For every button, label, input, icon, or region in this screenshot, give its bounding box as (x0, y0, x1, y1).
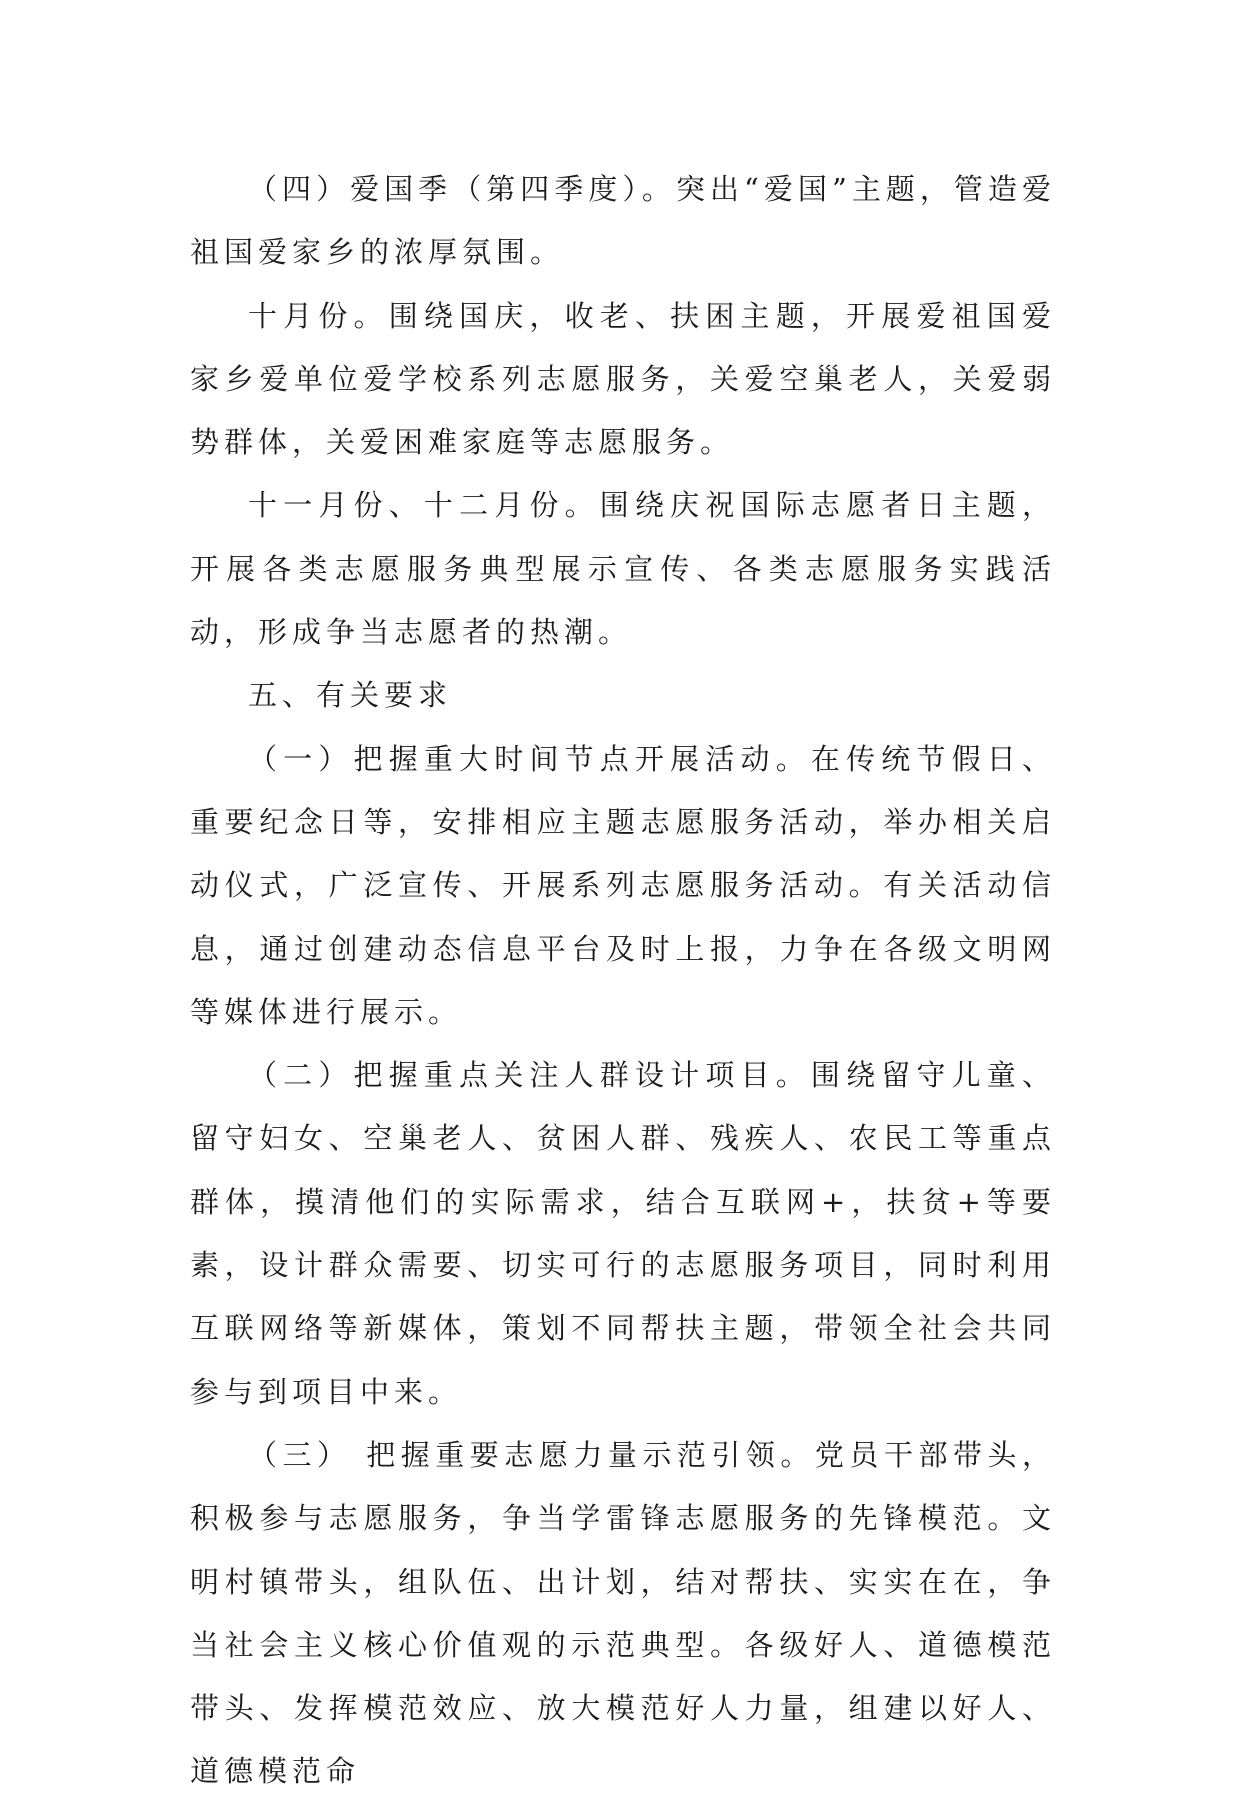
paragraph-patriotic-season: （四）爱国季（第四季度）。突出“爱国”主题，管造爱祖国爱家乡的浓厚氛围。 (190, 172, 1056, 270)
paragraph-requirement-3: （三） 把握重要志愿力量示范引领。党员干部带头，积极参与志愿服务，争当学雷锋志愿服务的先锋模范。文明村镇带头，组队伍、出计划，结对帮扶、实实在在，争当社会主义核心价值观的示范典型。各级好人、道德模范带头、发挥模范效应、放大模范好人力量，组建以好人、道德模范命 (190, 1437, 1056, 1789)
paragraph-requirement-1: （一）把握重大时间节点开展活动。在传统节假日、重要纪念日等，安排相应主题志愿服务活动，举办相关启动仪式，广泛宣传、开展系列志愿服务活动。有关活动信息，通过创建动态信息平台及时上报，力争在各级文明网等媒体进行展示。 (190, 741, 1056, 1029)
paragraph-october: 十月份。围绕国庆，收老、扶困主题，开展爱祖国爱家乡爱单位爱学校系列志愿服务，关爱空巢老人，关爱弱势群体，关爱困难家庭等志愿服务。 (190, 298, 1056, 460)
document-page (190, 158, 1056, 1804)
paragraph-requirement-2: （二）把握重点关注人群设计项目。围绕留守儿童、留守妇女、空巢老人、贫困人群、残疾人、农民工等重点群体，摸清他们的实际需求，结合互联网+，扶贫+等要素，设计群众需要、切实可行的志愿服务项目，同时利用互联网络等新媒体，策划不同帮扶主题，带领全社会共同参与到项目中来。 (190, 1058, 1056, 1409)
paragraph-nov-dec: 十一月份、十二月份。围绕庆祝国际志愿者日主题，开展各类志愿服务典型展示宣传、各类志愿服务实践活动，形成争当志愿者的热潮。 (190, 488, 1056, 650)
section-heading-requirements: 五、有关要求 (248, 678, 453, 713)
